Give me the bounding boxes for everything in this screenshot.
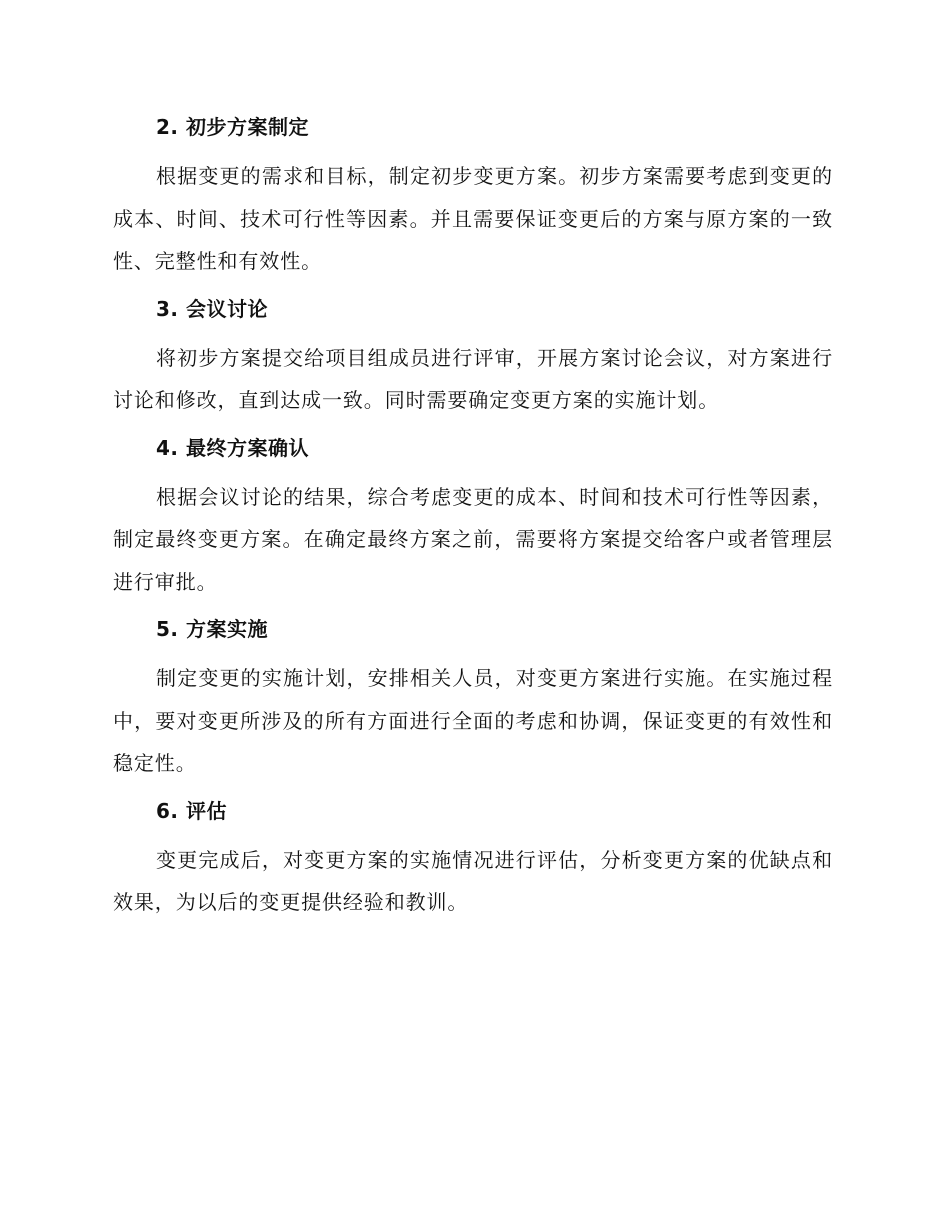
document-body [113,111,833,934]
section-paragraph: 根据会议讨论的结果，综合考虑变更的成本、时间和技术可行性等因素，制定最终变更方案。在确定最终方案之前，需要将方案提交给客户或者管理层进行审批。 [113,484,833,594]
section-heading: 5. 方案实施 [156,617,268,641]
section-paragraph: 变更完成后，对变更方案的实施情况进行评估，分析变更方案的优缺点和效果，为以后的变更提供经验和教训。 [113,847,833,914]
section-initial-plan [113,111,833,283]
section-paragraph: 将初步方案提交给项目组成员进行评审，开展方案讨论会议，对方案进行讨论和修改，直到达成一致。同时需要确定变更方案的实施计划。 [113,345,833,412]
section-heading: 2. 初步方案制定 [156,115,309,139]
section-heading: 4. 最终方案确认 [156,435,309,460]
section-evaluation [113,795,833,924]
section-paragraph: 根据变更的需求和目标，制定初步变更方案。初步方案需要考虑到变更的成本、时间、技术可行性等因素。并且需要保证变更后的方案与原方案的一致性、完整性和有效性。 [113,164,833,273]
section-heading: 6. 评估 [156,798,227,823]
section-final-confirmation [113,432,833,604]
section-paragraph: 制定变更的实施计划，安排相关人员，对变更方案进行实施。在实施过程中，要对变更所涉及的所有方面进行全面的考虑和协调，保证变更的有效性和稳定性。 [113,666,833,775]
section-implementation [113,613,833,785]
section-meeting-discussion [113,293,833,422]
section-heading: 3. 会议讨论 [156,296,268,321]
